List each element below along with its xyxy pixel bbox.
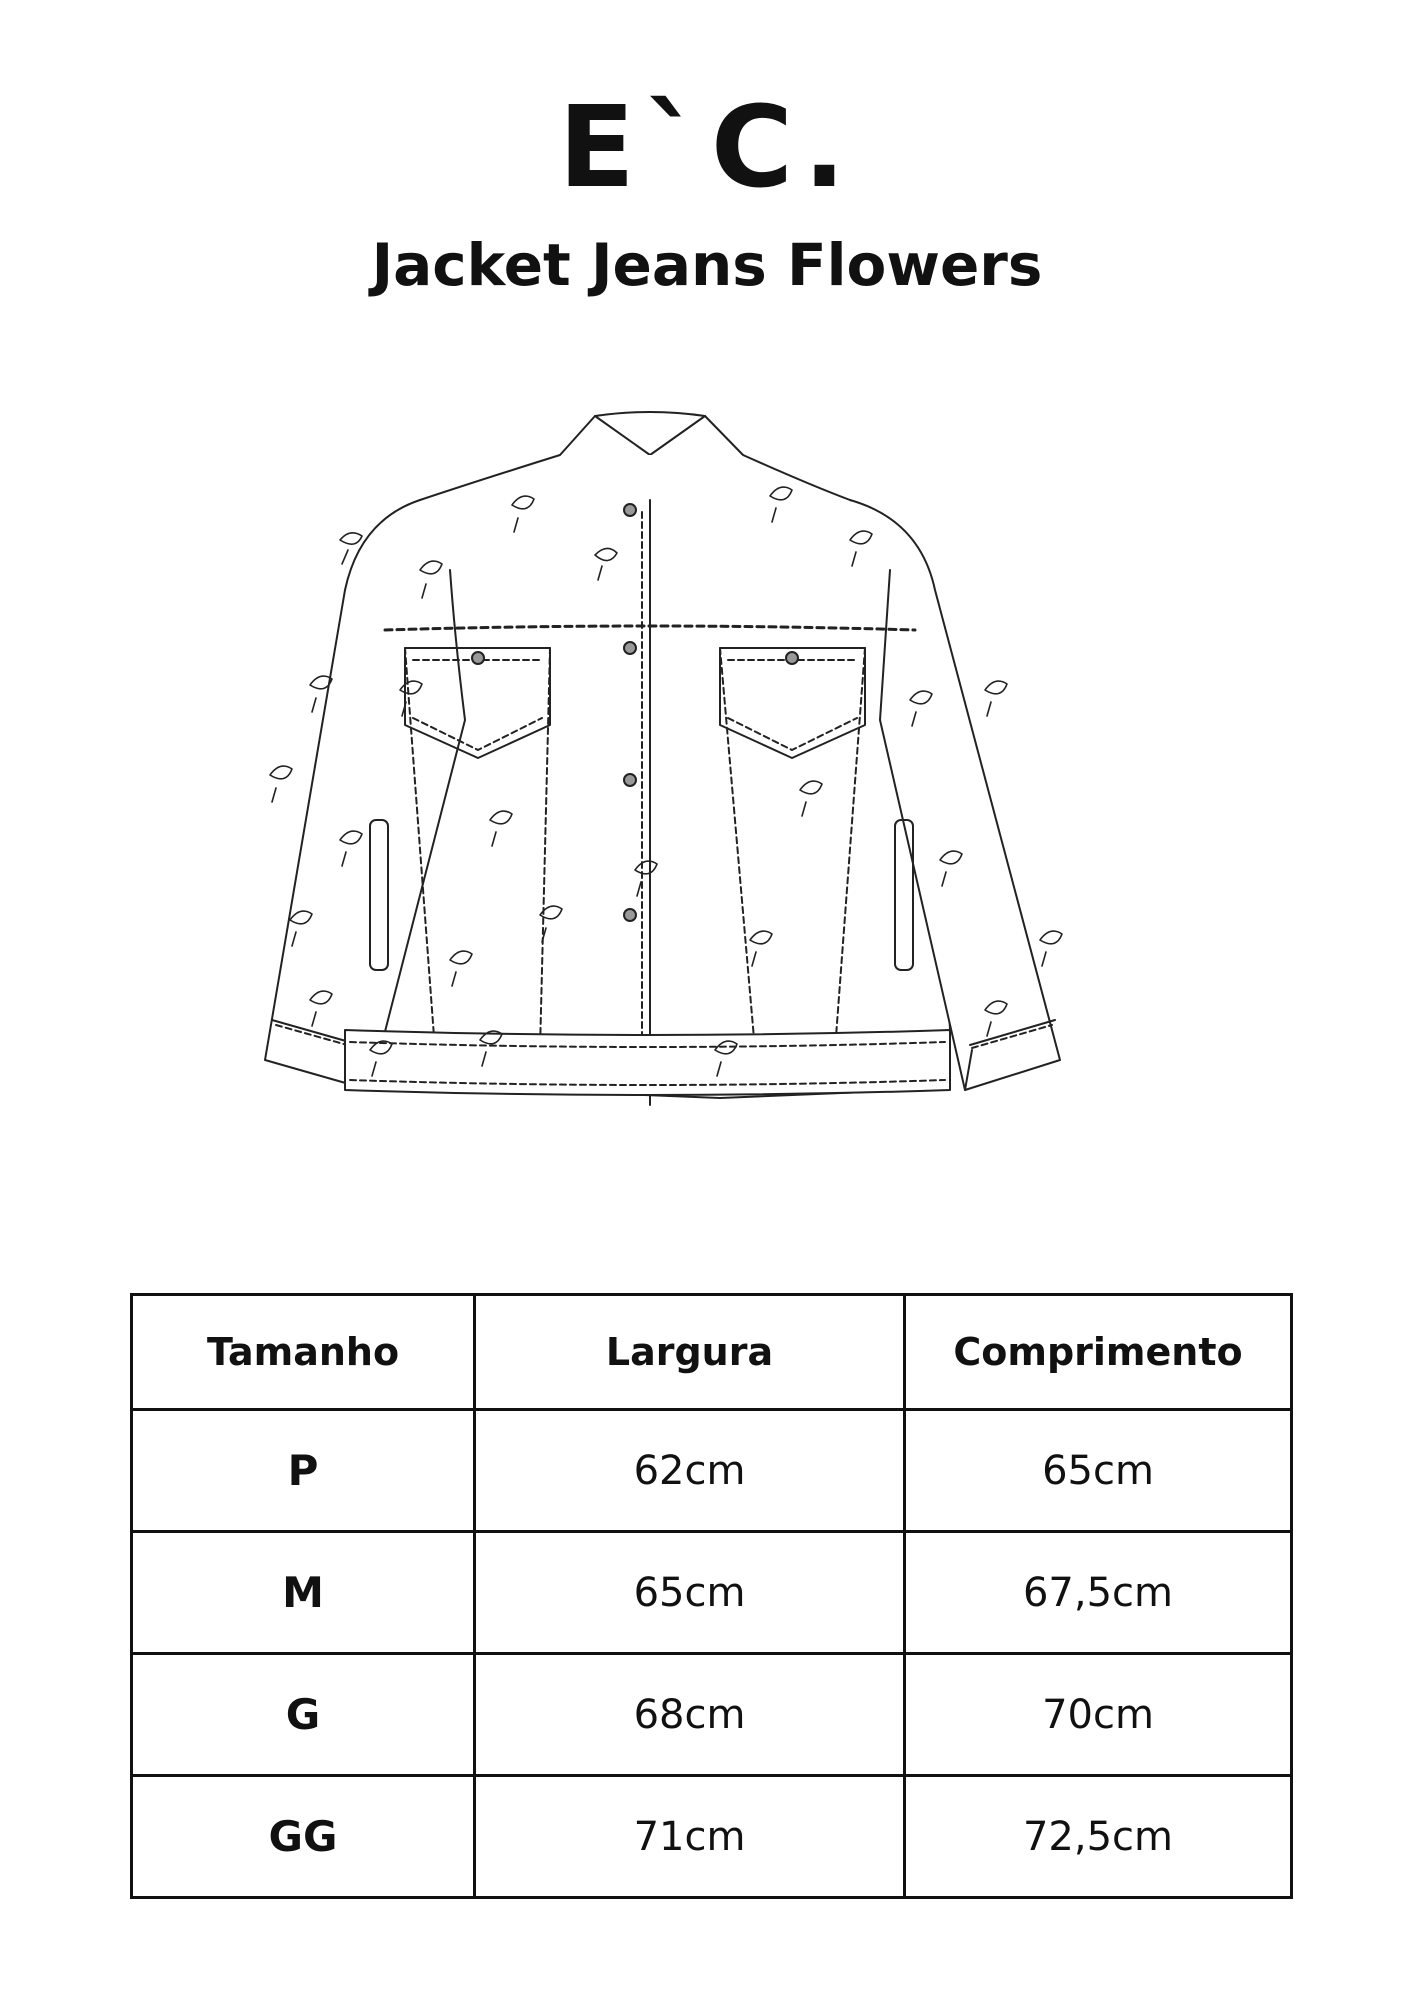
table-row: [132, 1654, 1292, 1776]
header-tamanho: Tamanho: [132, 1295, 475, 1410]
jacket-illustration: [250, 400, 1150, 1160]
table-row: [132, 1532, 1292, 1654]
width-cell: 65cm: [475, 1532, 905, 1654]
size-cell: P: [132, 1410, 475, 1532]
jacket-flat-sketch-icon: [250, 400, 1150, 1160]
product-title: Jacket Jeans Flowers: [371, 231, 1043, 299]
size-cell: GG: [132, 1776, 475, 1898]
width-cell: 68cm: [475, 1654, 905, 1776]
size-cell: M: [132, 1532, 475, 1654]
length-cell: 65cm: [905, 1410, 1292, 1532]
table-row: [132, 1776, 1292, 1898]
header-largura: Largura: [475, 1295, 905, 1410]
size-table: [130, 1293, 1293, 1899]
length-cell: 70cm: [905, 1654, 1292, 1776]
size-cell: G: [132, 1654, 475, 1776]
brand-logo: E`C.: [558, 83, 856, 213]
length-cell: 72,5cm: [905, 1776, 1292, 1898]
table-row: [132, 1410, 1292, 1532]
header-comprimento: Comprimento: [905, 1295, 1292, 1410]
width-cell: 62cm: [475, 1410, 905, 1532]
table-header-row: [132, 1295, 1292, 1410]
width-cell: 71cm: [475, 1776, 905, 1898]
length-cell: 67,5cm: [905, 1532, 1292, 1654]
